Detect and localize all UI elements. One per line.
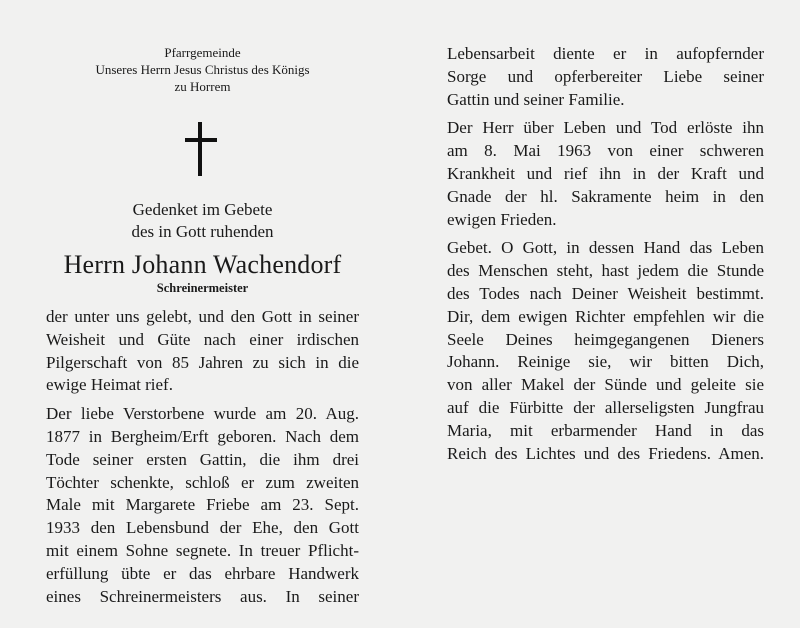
cross-horizontal-bar [185,138,217,142]
right-paragraph-2 [447,117,764,231]
left-paragraph-1 [46,306,359,397]
text-line: mit einem Sohne segnete. In treuer Pflicht- [46,540,359,560]
text-line: Weisheit und Güte nach einer irdischen [46,329,359,349]
text-line: des Menschen steht, hast jedem die Stunde [447,261,764,281]
text-line: Gnade der hl. Sakramente heim in den [447,186,764,206]
text-line: am 8. Mai 1963 von einer schweren [447,141,764,161]
text-line: eines Schreinermeisters aus. In seiner [46,586,359,606]
right-paragraph-prayer [447,237,764,465]
text-line: des Todes nach Deiner Weisheit bestimmt. [447,283,764,303]
text-line: ewige Heimat rief. [46,375,173,395]
text-line: Seele Deines heimgegangenen Dieners [447,329,764,349]
text-line: Tode seiner ersten Gattin, die ihm drei [46,449,359,469]
parish-line-1: Pfarrgemeinde [164,45,241,60]
memorial-line-2: des in Gott ruhenden [131,222,274,241]
text-line: 1933 den Lebensbund der Ehe, den Gott [46,518,359,538]
left-paragraph-2 [46,403,359,608]
text-line: Der liebe Verstorbene wurde am 20. Aug. [46,404,359,424]
text-line: erfüllung übte er das ehrbare Handwerk [46,563,359,583]
parish-line-2: Unseres Herrn Jesus Christus des Königs [95,62,310,77]
text-line: Pilgerschaft von 85 Jahren zu sich in die [46,352,359,372]
right-column-text [447,43,764,471]
text-line: Reich des Lichtes und des Friedens. Amen. [447,443,764,463]
parish-line-3: zu Horrem [174,79,231,94]
right-paragraph-1 [447,43,764,111]
parish-header [46,44,359,95]
text-line: Male mit Margarete Friebe am 23. Sept. [46,495,359,515]
cross-vertical-bar [198,122,202,176]
text-line: Gattin und seiner Familie. [447,89,625,109]
text-line: Krankheit und rief ihn in der Kraft und [447,163,764,183]
text-line: Dir, dem ewigen Richter empfehlen wir die [447,306,764,326]
text-line: Gebet. O Gott, in dessen Hand das Leben [447,238,764,258]
left-column-text [46,306,359,614]
text-line: Der Herr über Leben und Tod erlöste ihn [447,118,764,138]
text-line: ewigen Frieden. [447,209,557,229]
deceased-profession: Schreinermeister [156,281,249,295]
text-line: Töchter schenkte, schloß er zum zweiten [46,472,359,492]
text-line: Lebensarbeit diente er in aufopfernder [447,44,764,63]
latin-cross-icon [185,122,217,176]
text-line: Sorge und opferbereiter Liebe seiner [447,66,764,86]
memorial-line-1: Gedenket im Gebete [132,200,273,219]
text-line: auf die Fürbitte der allerseligsten Jungfrau [447,397,764,417]
text-line: der unter uns gelebt, und den Gott in seiner [46,307,359,326]
deceased-name: Herrn Johann Wachendorf [63,250,342,279]
text-line: 1877 in Bergheim/Erft geboren. Nach dem [46,426,359,446]
text-line: Johann. Reinige sie, wir bitten Dich, [447,352,764,372]
text-line: von aller Makel der Sünde und geleite sie [447,375,764,395]
text-line: Maria, mit erbarmender Hand in das [447,420,764,440]
memorial-intro [46,199,359,243]
